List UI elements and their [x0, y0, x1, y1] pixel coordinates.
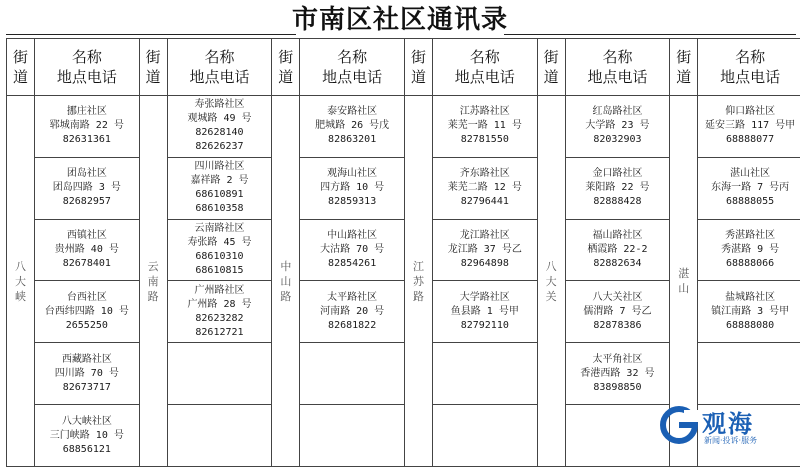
- community-address: 香港西路 32 号: [580, 367, 655, 379]
- community-phone: 82792110: [460, 319, 509, 331]
- community-address: 儒渭路 7 号乙: [583, 305, 652, 317]
- community-phone: 82673717: [62, 381, 111, 393]
- street-header-char: 街: [543, 48, 559, 66]
- community-phone: 68888077: [726, 134, 775, 146]
- watermark: [660, 404, 792, 450]
- community-address: 广州路 28 号: [187, 298, 252, 310]
- community-name: 云南路社区: [194, 223, 245, 235]
- community-entry: [432, 281, 537, 343]
- community-entry: [35, 405, 140, 467]
- header-address-phone: 地点电话: [322, 68, 383, 86]
- community-phone: 68856121: [62, 443, 111, 455]
- community-entry: [167, 157, 272, 219]
- street-header-char: 街: [12, 48, 28, 66]
- watermark-subtitle: 新闻·投诉·服务: [704, 436, 758, 445]
- community-entry: [35, 281, 140, 343]
- street-name: [404, 96, 432, 467]
- community-phone: 82032903: [593, 134, 642, 146]
- community-phone: 68888080: [726, 319, 775, 331]
- community-entry: [698, 96, 800, 158]
- header-name: 名称: [337, 48, 368, 66]
- community-address: 肥城路 26 号戊: [315, 120, 390, 132]
- street-name-char: 八: [15, 259, 26, 273]
- empty-cell: [432, 343, 537, 405]
- title-rule-left: [6, 34, 296, 35]
- name-address-header: [167, 39, 272, 96]
- community-name: 齐东路社区: [459, 168, 510, 180]
- community-entry: [565, 281, 670, 343]
- street-name-char: 云: [147, 259, 159, 273]
- header-name: 名称: [71, 48, 102, 66]
- street-name: [537, 96, 565, 467]
- street-name-char: 中: [280, 259, 292, 273]
- community-name: 八大关社区: [592, 291, 643, 303]
- community-address: 莱阳路 22 号: [585, 182, 650, 194]
- community-address: 莱芜二路 12 号: [447, 182, 522, 194]
- street-name-char: 大: [15, 274, 26, 288]
- street-name: [272, 96, 300, 467]
- community-address: 东海一路 7 号丙: [711, 182, 790, 194]
- community-name: 挪庄社区: [66, 106, 107, 118]
- community-phone: 82854261: [328, 258, 377, 270]
- community-entry: [432, 157, 537, 219]
- street-header-char: 道: [410, 68, 426, 86]
- community-entry: [432, 219, 537, 281]
- street-header: [139, 39, 167, 96]
- community-entry: [35, 96, 140, 158]
- community-entry: [565, 343, 670, 405]
- community-address: 大沽路 70 号: [320, 244, 385, 256]
- header-address-phone: 地点电话: [56, 68, 117, 86]
- community-address: 贵州路 40 号: [54, 244, 119, 256]
- community-phone: 82681822: [328, 319, 377, 331]
- street-header-char: 道: [278, 68, 294, 86]
- community-entry: [698, 219, 800, 281]
- community-name: 西镇社区: [66, 230, 107, 242]
- community-phone: 82631361: [62, 134, 111, 146]
- community-address: 团岛四路 3 号: [52, 182, 121, 194]
- community-address: 观城路 49 号: [187, 113, 252, 125]
- community-entry: [698, 157, 800, 219]
- community-address: 大学路 23 号: [585, 120, 650, 132]
- community-entry: [35, 157, 140, 219]
- street-header-char: 街: [410, 48, 426, 66]
- street-name-char: 八: [545, 259, 557, 273]
- community-name: 红岛路社区: [592, 106, 643, 118]
- community-name: 金口路社区: [592, 168, 643, 180]
- community-name: 盐城路社区: [725, 291, 776, 303]
- community-name: 八大峡社区: [61, 415, 112, 427]
- community-phone: 68610310: [195, 251, 244, 263]
- empty-cell: [167, 343, 272, 405]
- community-name: 大学路社区: [459, 291, 510, 303]
- community-entry: [300, 281, 405, 343]
- community-entry: [300, 157, 405, 219]
- community-phone: 82882634: [593, 258, 642, 270]
- empty-cell: [167, 405, 272, 467]
- community-address: 龙江路 37 号乙: [447, 244, 522, 256]
- community-phone: 82781550: [460, 134, 509, 146]
- community-name: 四川路社区: [194, 161, 245, 173]
- street-header-char: 道: [145, 68, 161, 86]
- street-name-char: 山: [678, 282, 690, 295]
- community-phone: 68610358: [195, 203, 244, 215]
- community-phone: 82612721: [195, 326, 244, 338]
- community-address: 莱芜一路 11 号: [447, 120, 522, 132]
- community-name: 寿张路社区: [194, 99, 245, 111]
- community-phone: 82859313: [328, 196, 377, 208]
- community-phone: 68610815: [195, 265, 244, 277]
- empty-cell: [432, 405, 537, 467]
- community-phone: 2655250: [65, 319, 108, 331]
- community-name: 团岛社区: [66, 168, 107, 180]
- name-address-header: [698, 39, 800, 96]
- community-entry: [35, 343, 140, 405]
- community-name: 太平路社区: [327, 291, 378, 303]
- street-header-char: 街: [278, 48, 294, 66]
- street-name-char: 南: [147, 274, 159, 288]
- header-address-phone: 地点电话: [454, 68, 515, 86]
- community-entry: [35, 219, 140, 281]
- community-entry: [698, 281, 800, 343]
- guanhai-logo-icon: [660, 406, 698, 444]
- community-address: 镇江南路 3 号甲: [711, 305, 790, 317]
- community-address: 秀湛路 9 号: [721, 244, 780, 256]
- community-phone: 68888066: [726, 258, 775, 270]
- community-entry: [300, 96, 405, 158]
- street-header: [404, 39, 432, 96]
- street-name-char: 苏: [412, 274, 424, 288]
- community-name: 江苏路社区: [459, 106, 510, 118]
- name-address-header: [300, 39, 405, 96]
- street-header-char: 道: [543, 68, 559, 86]
- community-name: 中山路社区: [327, 230, 378, 242]
- community-phone: 82888428: [593, 196, 642, 208]
- header-address-phone: 地点电话: [189, 68, 250, 86]
- street-header: [272, 39, 300, 96]
- community-phone: 82682957: [62, 196, 111, 208]
- community-name: 秀湛路社区: [725, 230, 776, 242]
- street-name-char: 路: [147, 289, 159, 303]
- community-name: 广州路社区: [194, 284, 245, 296]
- community-address: 台西纬四路 10 号: [44, 305, 129, 317]
- community-address: 四川路 70 号: [54, 367, 119, 379]
- street-name: [7, 96, 35, 467]
- community-phone: 82863201: [328, 134, 377, 146]
- community-phone: 82623282: [195, 312, 244, 324]
- street-name: [139, 96, 167, 467]
- street-name-char: 山: [280, 274, 292, 288]
- community-address: 延安三路 117 号甲: [705, 120, 796, 132]
- community-entry: [432, 96, 537, 158]
- street-name-char: 江: [412, 259, 424, 273]
- community-name: 观海山社区: [327, 168, 378, 180]
- community-entry: [565, 157, 670, 219]
- street-header-char: 道: [12, 68, 28, 86]
- community-phone: 82964898: [460, 258, 509, 270]
- street-header-char: 街: [145, 48, 161, 66]
- community-phone: 68610891: [195, 189, 244, 201]
- street-name-char: 路: [280, 289, 292, 303]
- header-name: 名称: [735, 48, 766, 66]
- community-name: 泰安路社区: [327, 106, 378, 118]
- community-address: 寿张路 45 号: [187, 237, 252, 249]
- header-name: 名称: [602, 48, 633, 66]
- community-address: 四方路 10 号: [320, 182, 385, 194]
- empty-cell: [300, 343, 405, 405]
- community-entry: [565, 96, 670, 158]
- community-name: 龙江路社区: [459, 230, 510, 242]
- street-name-char: 关: [545, 289, 557, 303]
- empty-cell: [300, 405, 405, 467]
- street-name-char: 峡: [15, 289, 26, 303]
- header-address-phone: 地点电话: [720, 68, 781, 86]
- community-entry: [565, 219, 670, 281]
- watermark-name: 观海: [702, 410, 754, 438]
- community-phone: 82626237: [195, 141, 244, 153]
- community-name: 福山路社区: [592, 230, 643, 242]
- header-row: [7, 39, 800, 96]
- street-name-char: 路: [412, 289, 424, 303]
- community-entry: [167, 219, 272, 281]
- header-address-phone: 地点电话: [587, 68, 648, 86]
- empty-cell: [565, 405, 670, 467]
- street-header: [537, 39, 565, 96]
- community-address: 三门峡路 10 号: [49, 429, 124, 441]
- community-phone: 68888055: [726, 196, 775, 208]
- name-address-header: [35, 39, 140, 96]
- title-rule-right: [504, 34, 796, 35]
- empty-cell: [698, 343, 800, 405]
- community-name: 台西社区: [66, 291, 107, 303]
- community-address: 栖霞路 22-2: [587, 244, 648, 256]
- header-name: 名称: [469, 48, 500, 66]
- community-phone: 82878386: [593, 319, 642, 331]
- directory-table: [6, 38, 800, 467]
- community-entry: [167, 96, 272, 158]
- community-phone: 82796441: [460, 196, 509, 208]
- street-header-char: 街: [676, 48, 692, 66]
- community-name: 仰口路社区: [725, 106, 776, 118]
- community-name: 湛山社区: [730, 168, 771, 180]
- community-entry: [300, 219, 405, 281]
- community-name: 太平角社区: [592, 353, 643, 365]
- street-header: [670, 39, 698, 96]
- community-entry: [167, 281, 272, 343]
- community-address: 河南路 20 号: [320, 305, 385, 317]
- community-phone: 82628140: [195, 127, 244, 139]
- community-phone: 82678401: [62, 258, 111, 270]
- name-address-header: [432, 39, 537, 96]
- street-header-char: 道: [676, 68, 692, 86]
- community-phone: 83898850: [593, 381, 642, 393]
- community-name: 西藏路社区: [61, 353, 112, 365]
- page-title: 市南区社区通讯录: [291, 5, 508, 35]
- street-name-char: 大: [545, 274, 557, 288]
- street-header: [7, 39, 35, 96]
- street-name-char: 湛: [678, 267, 690, 280]
- community-address: 鱼县路 1 号甲: [450, 305, 519, 317]
- community-address: 郓城南路 22 号: [49, 120, 124, 132]
- header-name: 名称: [204, 48, 235, 66]
- name-address-header: [565, 39, 670, 96]
- table-row: [7, 96, 800, 158]
- community-address: 嘉祥路 2 号: [190, 175, 249, 187]
